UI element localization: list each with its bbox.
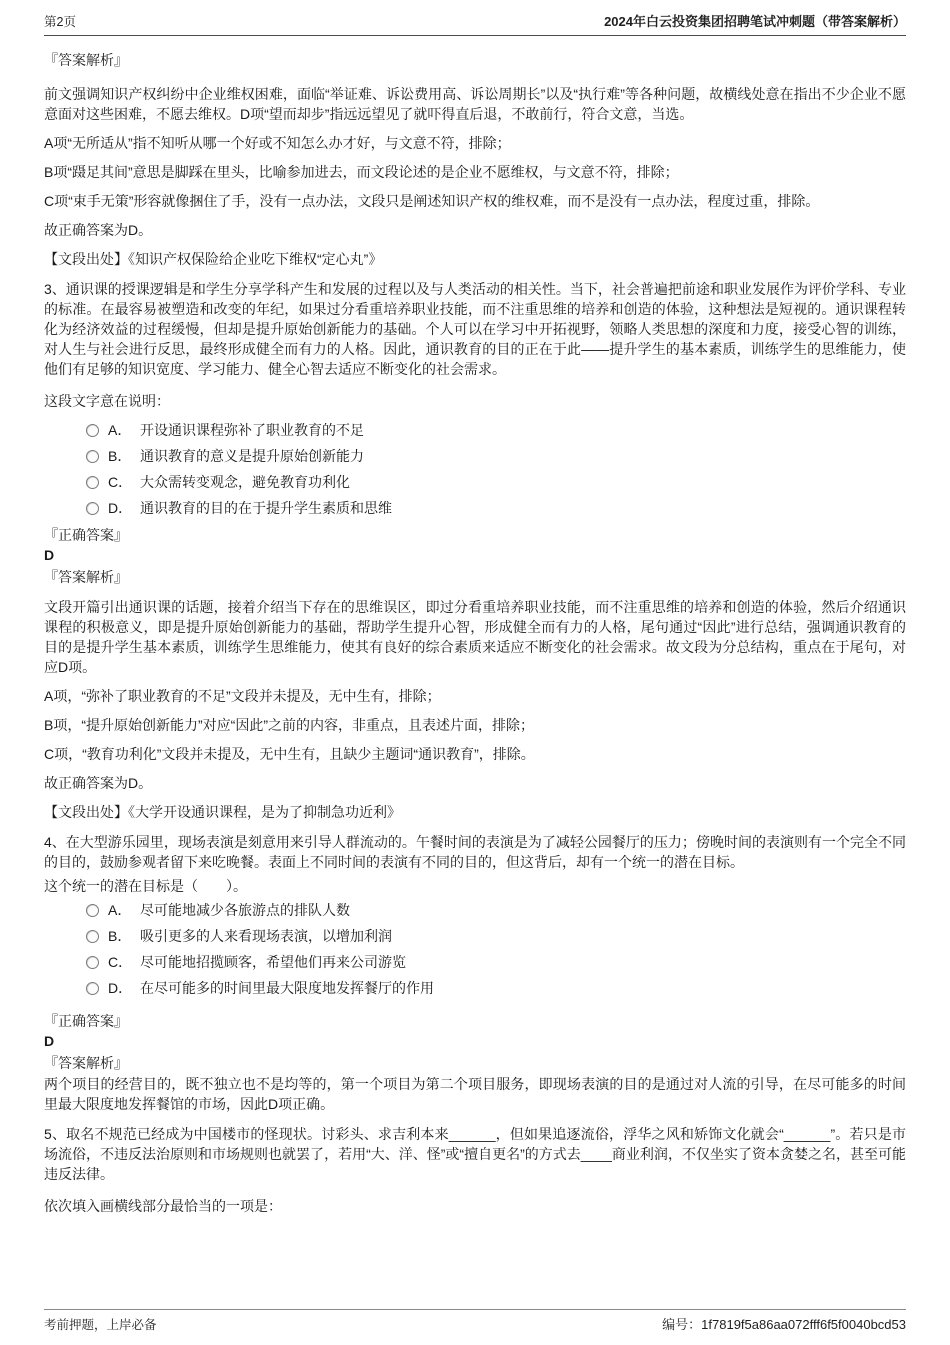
q3-option-a-analysis: A项，“弥补了职业教育的不足”文段并未提及，无中生有，排除； <box>44 688 441 704</box>
q2-analysis-paragraph: 前文强调知识产权纠纷中企业维权困难，面临“举证难、诉讼费用高、诉讼周期长”以及“执行难”等各种问题，故横线处意在指出不少企业不愿意面对这些困难，不愿去维权。D项“望而却步”指远远望见了就吓得直后退，不敢前行，符合文意，当选。 <box>44 86 906 122</box>
q3-source: 【文段出处】《大学开设通识课程，是为了抑制急功近利》 <box>44 804 401 820</box>
q4-stem: 4、在大型游乐园里，现场表演是刻意用来引导人群流动的。午餐时间的表演是为了减轻公园餐厅的压力；傍晚时间的表演则有一个完全不同的目的，鼓励参观者留下来吃晚餐。表面上不同时间的表演有不同的目的，但这背后，却有一个统一的潜在目标。 <box>44 834 906 870</box>
q3-option-d[interactable] <box>86 498 906 518</box>
q3-conclusion: 故正确答案为D。 <box>44 775 153 791</box>
option-letter: C． <box>108 474 133 490</box>
q3-answer: D <box>44 547 55 563</box>
q3-options <box>86 420 906 518</box>
q5-stem: 5、取名不规范已经成为中国楼市的怪现状。讨彩头、求吉利本来______，但如果追逐流俗，浮华之风和矫饰文化就会“______”。若只是市场流俗，不违反法治原则和市场规则也就罢了，若用“大、洋、怪”或“擅自更名”的方式去____商业利润，不仅坐实了资本贪婪之名，甚至可能违反法律。 <box>44 1126 906 1182</box>
q3-prompt: 这段文字意在说明： <box>44 393 170 409</box>
option-letter: B． <box>108 928 132 944</box>
option-text: 大众需转变观念，避免教育功利化 <box>140 474 350 490</box>
page-footer <box>44 1309 906 1335</box>
q3-analysis-paragraph: 文段开篇引出通识课的话题，接着介绍当下存在的思维误区，即过分看重培养职业技能，而不注重思维的培养和创造的体验，然后介绍通识课程的积极意义，即是提升原始创新能力的基础，帮助学生提升心智，形成健全而有力的人格，尾句通过“因此”进行总结，强调通识教育的目的是提升学生基本素质，训练学生思维能力，使其有良好的综合素质来适应不断变化的社会需求。故文段为分总结构，重点在于尾句，对应D项。 <box>44 599 906 675</box>
radio-button[interactable] <box>86 930 99 943</box>
radio-button[interactable] <box>86 502 99 515</box>
footer-code-value: 1f7819f5a86aa072fff6f5f0040bcd53 <box>701 1317 906 1332</box>
document-title: 2024年白云投资集团招聘笔试冲刺题（带答案解析） <box>604 14 906 29</box>
q3-answer-label: 『正确答案』 <box>44 527 128 543</box>
option-letter: D． <box>108 500 133 516</box>
q3-option-a[interactable] <box>86 420 906 440</box>
radio-button[interactable] <box>86 982 99 995</box>
option-text: 吸引更多的人来看现场表演，以增加利润 <box>140 928 392 944</box>
q3-stem: 3、通识课的授课逻辑是和学生分享学科产生和发展的过程以及与人类活动的相关性。当下，社会普遍把前途和职业发展作为评价学科、专业的标准。在最容易被塑造和改变的年纪，如果过分看重培养职业技能，而不注重思维的培养和创造的体验，这种想法是短视的。通识课程转化为经济效益的过程缓慢，但却是提升原始创新能力的基础。个人可以在学习中开拓视野，领略人类思想的深度和力度，接受心智的训练，对人生与社会进行反思，最终形成健全而有力的人格。因此，通识教育的目的正在于此——提升学生的基本素质，训练学生的思维能力，使他们有足够的知识宽度、学习能力、健全心智去适应不断变化的社会需求。 <box>44 281 906 377</box>
option-text: 尽可能地减少各旅游点的排队人数 <box>140 902 350 918</box>
radio-button[interactable] <box>86 904 99 917</box>
question-5 <box>44 1124 906 1216</box>
question-4 <box>44 832 906 1114</box>
page-number: 第2页 <box>44 15 76 29</box>
q2-option-b-analysis: B项“蹑足其间”意思是脚踩在里头，比喻参加进去，而文段论述的是企业不愿维权，与文意不符，排除； <box>44 164 679 180</box>
footer-code <box>662 1315 906 1335</box>
option-letter: C． <box>108 954 133 970</box>
option-letter: B． <box>108 448 132 464</box>
q2-conclusion: 故正确答案为D。 <box>44 222 153 238</box>
q3-option-c-analysis: C项，“教育功利化”文段并未提及，无中生有，且缺少主题词“通识教育”，排除。 <box>44 746 535 762</box>
page-content <box>44 36 906 1309</box>
q4-option-c[interactable] <box>86 952 906 972</box>
q2-source: 【文段出处】《知识产权保险给企业吃下维权“定心丸”》 <box>44 251 383 267</box>
q4-options <box>86 900 906 998</box>
q2-option-c-analysis: C项“束手无策”形容就像捆住了手，没有一点办法，文段只是阐述知识产权的维权难，而不是没有一点办法，程度过重，排除。 <box>44 193 820 209</box>
radio-button[interactable] <box>86 476 99 489</box>
option-text: 在尽可能多的时间里最大限度地发挥餐厅的作用 <box>140 980 434 996</box>
q3-option-c[interactable] <box>86 472 906 492</box>
radio-button[interactable] <box>86 424 99 437</box>
footer-code-label: 编号： <box>662 1317 702 1332</box>
q3-option-b[interactable] <box>86 446 906 466</box>
question-3 <box>44 279 906 822</box>
option-text: 通识教育的目的在于提升学生素质和思维 <box>140 500 392 516</box>
q4-option-b[interactable] <box>86 926 906 946</box>
option-text: 开设通识课程弥补了职业教育的不足 <box>140 422 364 438</box>
q4-option-a[interactable] <box>86 900 906 920</box>
q2-analysis-label: 『答案解析』 <box>44 52 128 68</box>
q4-analysis-paragraph: 两个项目的经营目的，既不独立也不是均等的，第一个项目为第二个项目服务，即现场表演的目的是通过对人流的引导，在尽可能多的时间里最大限度地发挥餐馆的市场，因此D项正确。 <box>44 1076 906 1112</box>
q2-option-a-analysis: A项“无所适从”指不知听从哪一个好或不知怎么办才好，与文意不符，排除； <box>44 135 511 151</box>
q4-answer-label: 『正确答案』 <box>44 1013 128 1029</box>
q4-answer: D <box>44 1033 55 1049</box>
option-text: 尽可能地招揽顾客，希望他们再来公司游览 <box>140 954 406 970</box>
q3-analysis-label: 『答案解析』 <box>44 569 128 585</box>
q4-option-d[interactable] <box>86 978 906 998</box>
radio-button[interactable] <box>86 956 99 969</box>
q4-analysis-label: 『答案解析』 <box>44 1055 128 1071</box>
q4-prompt: 这个统一的潜在目标是（ ）。 <box>44 878 247 894</box>
page-header <box>44 12 906 36</box>
radio-button[interactable] <box>86 450 99 463</box>
q5-prompt: 依次填入画横线部分最恰当的一项是： <box>44 1198 282 1214</box>
option-letter: A． <box>108 422 132 438</box>
q3-option-b-analysis: B项，“提升原始创新能力”对应“因此”之前的内容，非重点，且表述片面，排除； <box>44 717 534 733</box>
option-text: 通识教育的意义是提升原始创新能力 <box>140 448 364 464</box>
footer-slogan: 考前押题，上岸必备 <box>44 1318 157 1332</box>
option-letter: D． <box>108 980 133 996</box>
option-letter: A． <box>108 902 132 918</box>
